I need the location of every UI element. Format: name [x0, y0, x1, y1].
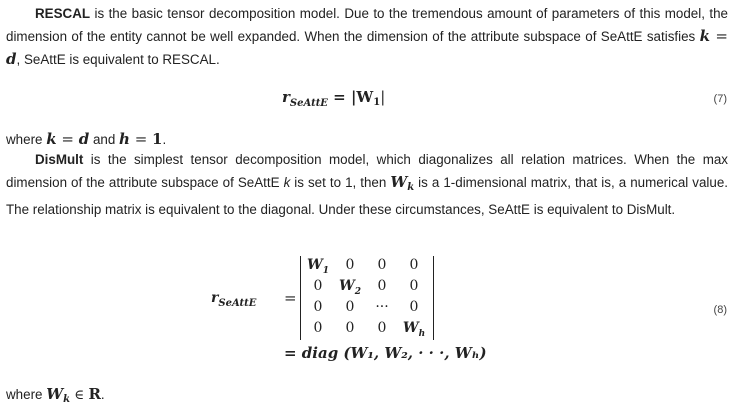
where1-period: .: [162, 132, 167, 147]
where1-eq2: =: [129, 130, 153, 148]
equation-7: [282, 88, 385, 109]
matrix-cell: 0: [409, 278, 419, 294]
where2-period: .: [100, 387, 105, 402]
matrix-cell: 0: [377, 320, 387, 336]
where2-wk: W: [46, 385, 64, 403]
para1-text-a: is the basic tensor decomposition model. Due to the tremendous amount of parameters of this model, the dimension of the entity cannot be well expanded. When the dimension of the attribute subspace of SeAttE satisfies: [6, 6, 728, 44]
where1-eq: =: [56, 130, 79, 148]
math-eq: =: [710, 27, 729, 45]
eq8-equals: =: [284, 289, 297, 307]
eq8-lhs-r: r: [211, 290, 219, 306]
paragraph-dismult: [6, 149, 728, 221]
where2-wk-sub: k: [63, 394, 70, 405]
paragraph-rescal: [6, 3, 728, 71]
matrix-cell: 0: [345, 320, 355, 336]
where1-text: where: [6, 132, 47, 147]
para2-text-c: is a 1-dimensional matrix, that is, a numerical value. The relationship matrix is equivalent to the diagonal. Under these circumstances, SeAttE is equivalent to DisMult.: [6, 175, 728, 217]
eq7-rhs-sub: 1: [373, 97, 381, 108]
para2-wk-sub: k: [407, 182, 415, 193]
para2-wk: W: [390, 173, 408, 191]
matrix-cell-w1: $W_1$: [307, 257, 329, 276]
matrix-cell: 0: [313, 320, 323, 336]
eq7-rhs: [328, 88, 373, 106]
dismult-term: DisMult: [35, 152, 84, 167]
equation-number-7: (7): [713, 93, 727, 105]
eq7-rhs-text: = |W: [327, 88, 374, 106]
matrix-cell-wh: $W_h$: [402, 320, 426, 339]
matrix-cell: 0: [409, 299, 419, 315]
rescal-term: RESCAL: [35, 6, 91, 21]
matrix-cell: 0: [313, 278, 323, 294]
math-d: d: [6, 50, 17, 68]
eq7-rhs-end: |: [380, 88, 386, 106]
matrix-cell: 0: [345, 257, 355, 273]
eq8-lhs-sub: SeAttE: [218, 298, 257, 309]
where-line-2: [6, 383, 728, 411]
para2-text-b: is set to 1, then: [290, 175, 391, 190]
where1-and: and: [89, 132, 120, 147]
matrix-cell-w2: $W_2$: [339, 278, 361, 297]
where1-d: d: [78, 130, 90, 148]
matrix-cell: 0: [377, 278, 387, 294]
where1-k: k: [46, 130, 57, 148]
matrix-cell: 0: [345, 299, 355, 315]
where1-h: h: [119, 130, 130, 148]
where-line-1: [6, 128, 728, 151]
para2-k: k: [283, 175, 291, 190]
where1-one: 1: [152, 130, 163, 148]
equation-number-8: (8): [713, 304, 727, 316]
diag-expression: = diag (W₁, W₂, · · ·, Wₕ): [284, 344, 487, 362]
matrix-cell: 0: [377, 257, 387, 273]
para1-text-b: , SeAttE is equivalent to RESCAL.: [16, 52, 220, 67]
matrix-cell-dots: ···: [375, 299, 389, 315]
matrix-cell: 0: [313, 299, 323, 315]
where2-R: R: [88, 385, 101, 403]
eq7-lhs-sub: SeAttE: [289, 98, 328, 109]
where2-text: where: [6, 387, 47, 402]
eq8-lhs: [211, 290, 256, 309]
math-k: k: [699, 27, 711, 45]
diagonal-matrix: [300, 256, 434, 340]
where2-in: ∈: [70, 388, 89, 403]
matrix-cell: 0: [409, 257, 419, 273]
para2-text-a: is the simplest tensor decomposition model, which diagonalizes all relation matrices. When the max dimension of the attribute subspace of SeAttE: [6, 152, 728, 190]
eq7-lhs: r: [282, 88, 290, 106]
